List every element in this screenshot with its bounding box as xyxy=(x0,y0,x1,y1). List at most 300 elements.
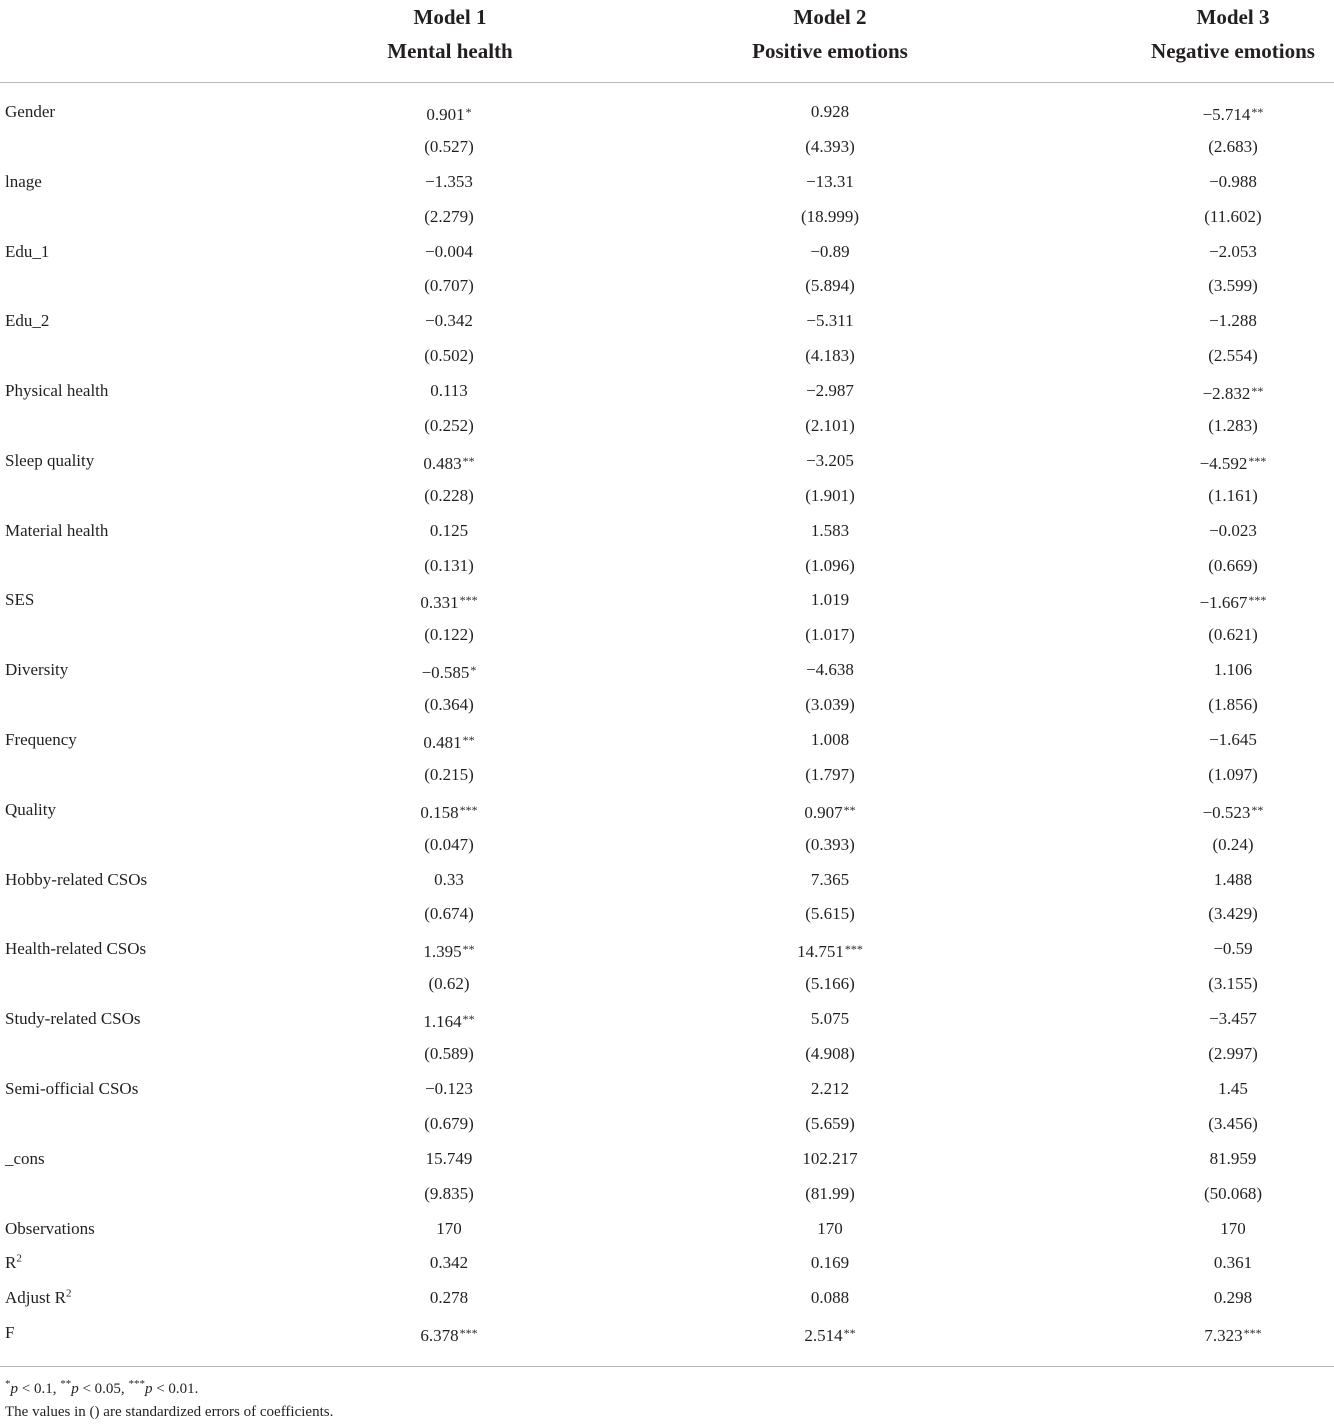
significance-stars: * xyxy=(465,105,472,119)
cell-value: 0.088 xyxy=(810,1288,850,1308)
cell-value: −4.592 xyxy=(1199,453,1248,473)
table-row xyxy=(0,863,1334,898)
cell-model-3 xyxy=(1113,409,1334,444)
row-label xyxy=(5,1072,138,1107)
table-row-standard-error xyxy=(0,758,1334,793)
cell-model-1 xyxy=(329,1177,569,1212)
cell-value: 102.217 xyxy=(802,1148,858,1168)
significance-stars: ** xyxy=(843,1326,856,1341)
row-label-text: R xyxy=(5,1253,17,1273)
row-label-text: Material health xyxy=(5,520,109,540)
cell-model-1 xyxy=(329,304,569,339)
row-label-text: Quality xyxy=(5,799,56,819)
cell-model-3 xyxy=(1113,1142,1334,1177)
cell-model-3 xyxy=(1113,653,1334,688)
cell-model-3 xyxy=(1113,549,1334,584)
cell-model-1 xyxy=(329,374,569,409)
cell-value: (9.835) xyxy=(424,1183,474,1203)
cell-value: (5.659) xyxy=(805,1113,855,1133)
cell-model-3 xyxy=(1113,1316,1334,1354)
table-row xyxy=(0,1212,1334,1247)
cell-value: −2.832 xyxy=(1202,384,1251,404)
cell-model-1 xyxy=(329,1316,569,1354)
significance-stars: *** xyxy=(459,593,478,608)
cell-value: 7.323 xyxy=(1204,1326,1243,1346)
cell-value: (0.674) xyxy=(424,904,474,924)
cell-model-1 xyxy=(329,1281,569,1316)
cell-model-3 xyxy=(1113,897,1334,932)
cell-model-3 xyxy=(1113,514,1334,549)
cell-model-3 xyxy=(1113,130,1334,165)
cell-model-2 xyxy=(710,1072,950,1107)
table-row xyxy=(0,444,1334,479)
row-label-text: Health-related CSOs xyxy=(5,939,147,959)
cell-model-2 xyxy=(710,95,950,130)
row-label xyxy=(5,1281,71,1316)
note-threshold-2: < 0.05, xyxy=(78,1381,129,1397)
cell-value: 81.959 xyxy=(1209,1148,1257,1168)
cell-value: 0.907 xyxy=(804,802,843,822)
table-row-standard-error xyxy=(0,688,1334,723)
table-row xyxy=(0,932,1334,967)
cell-value: 170 xyxy=(436,1218,462,1238)
cell-value: (1.856) xyxy=(1208,695,1258,715)
cell-value: 0.361 xyxy=(1213,1253,1253,1273)
cell-value: 0.901 xyxy=(426,105,465,124)
table-row-standard-error xyxy=(0,1037,1334,1072)
row-label-text: _cons xyxy=(5,1148,45,1168)
cell-value: −1.645 xyxy=(1209,730,1257,750)
cell-value: (2.683) xyxy=(1208,136,1258,156)
row-label-text: F xyxy=(5,1323,15,1343)
row-label xyxy=(5,1212,95,1247)
cell-value: 1.395 xyxy=(423,942,462,962)
row-label xyxy=(5,1142,45,1177)
cell-model-1 xyxy=(329,653,569,691)
significance-stars: ** xyxy=(462,733,475,748)
table-row-standard-error xyxy=(0,828,1334,863)
cell-value: −0.023 xyxy=(1209,520,1257,540)
cell-model-1 xyxy=(329,967,569,1002)
table-row xyxy=(0,1002,1334,1037)
cell-value: −4.638 xyxy=(806,660,854,680)
cell-model-2 xyxy=(710,1142,950,1177)
cell-value: −2.987 xyxy=(806,381,854,401)
cell-model-1 xyxy=(329,235,569,270)
table-row xyxy=(0,165,1334,200)
table-row-standard-error xyxy=(0,549,1334,584)
significance-stars: * xyxy=(470,663,477,678)
cell-model-3 xyxy=(1113,1037,1334,1072)
cell-model-3 xyxy=(1113,758,1334,793)
cell-model-3 xyxy=(1113,688,1334,723)
cell-model-3 xyxy=(1113,339,1334,374)
cell-value: 0.278 xyxy=(429,1288,469,1308)
cell-value: 6.378 xyxy=(420,1326,459,1346)
cell-value: −0.59 xyxy=(1213,939,1253,959)
row-label xyxy=(5,653,68,688)
cell-model-1 xyxy=(329,514,569,549)
significance-stars: ** xyxy=(462,453,475,468)
cell-model-2 xyxy=(710,1107,950,1142)
table-row-standard-error xyxy=(0,479,1334,514)
significance-stars: ** xyxy=(1251,384,1264,399)
row-label-text: Edu_2 xyxy=(5,311,50,331)
row-label xyxy=(5,1246,22,1281)
cell-model-2 xyxy=(710,339,950,374)
table-header xyxy=(0,0,1334,82)
cell-model-3 xyxy=(1113,444,1334,482)
cell-model-3 xyxy=(1113,723,1334,758)
row-label xyxy=(5,723,77,758)
cell-value: −5.714 xyxy=(1202,105,1251,124)
header-model-1-number: Model 1 xyxy=(413,5,487,29)
cell-value: 0.33 xyxy=(434,869,464,889)
cell-model-3 xyxy=(1113,374,1334,412)
cell-value: (3.429) xyxy=(1208,904,1258,924)
table-row xyxy=(0,583,1334,618)
table-row-standard-error xyxy=(0,269,1334,304)
table-row xyxy=(0,235,1334,270)
cell-model-3 xyxy=(1113,235,1334,270)
cell-model-1 xyxy=(329,618,569,653)
cell-value: 1.019 xyxy=(810,590,850,610)
cell-value: (2.279) xyxy=(424,206,474,226)
cell-model-2 xyxy=(710,653,950,688)
cell-value: 5.075 xyxy=(810,1009,850,1029)
table-row-standard-error xyxy=(0,1107,1334,1142)
footer-rule xyxy=(0,1366,1334,1367)
table-row xyxy=(0,95,1334,130)
header-model-3-number: Model 3 xyxy=(1196,5,1270,29)
significance-stars: *** xyxy=(1248,453,1267,468)
note-threshold-1: < 0.1, xyxy=(18,1381,61,1397)
cell-model-1 xyxy=(329,1142,569,1177)
cell-value: −1.667 xyxy=(1199,593,1248,613)
cell-value: (0.215) xyxy=(424,764,474,784)
cell-model-2 xyxy=(710,1002,950,1037)
cell-value: (0.252) xyxy=(424,416,474,436)
cell-model-2 xyxy=(710,828,950,863)
cell-model-1 xyxy=(329,95,569,133)
cell-model-3 xyxy=(1113,863,1334,898)
cell-value: (0.122) xyxy=(424,625,474,645)
table-row xyxy=(0,1072,1334,1107)
cell-model-3 xyxy=(1113,932,1334,967)
cell-model-2 xyxy=(710,304,950,339)
cell-model-2 xyxy=(710,374,950,409)
row-label xyxy=(5,793,56,828)
cell-model-1 xyxy=(329,932,569,970)
cell-model-1 xyxy=(329,200,569,235)
header-model-1 xyxy=(300,0,600,68)
row-label-text: Sleep quality xyxy=(5,450,95,470)
cell-model-3 xyxy=(1113,1002,1334,1037)
cell-model-1 xyxy=(329,165,569,200)
cell-value: 0.158 xyxy=(420,802,459,822)
cell-value: 0.342 xyxy=(429,1253,469,1273)
cell-model-1 xyxy=(329,479,569,514)
cell-value: (0.364) xyxy=(424,695,474,715)
cell-value: 0.169 xyxy=(810,1253,850,1273)
cell-model-2 xyxy=(710,549,950,584)
cell-value: 2.514 xyxy=(804,1326,843,1346)
cell-model-2 xyxy=(710,723,950,758)
cell-model-2 xyxy=(710,444,950,479)
table-row xyxy=(0,1316,1334,1351)
cell-model-2 xyxy=(710,863,950,898)
cell-value: 0.928 xyxy=(810,102,850,121)
cell-model-1 xyxy=(329,828,569,863)
cell-value: (0.393) xyxy=(805,834,855,854)
cell-value: (2.101) xyxy=(805,416,855,436)
cell-model-1 xyxy=(329,1107,569,1142)
significance-note xyxy=(5,1378,333,1401)
cell-model-1 xyxy=(329,549,569,584)
cell-value: (2.997) xyxy=(1208,1044,1258,1064)
cell-value: (0.707) xyxy=(424,276,474,296)
row-label-text: Semi-official CSOs xyxy=(5,1078,139,1098)
cell-model-2 xyxy=(710,130,950,165)
row-label xyxy=(5,863,147,898)
cell-model-1 xyxy=(329,723,569,761)
header-model-2-outcome: Positive emotions xyxy=(752,39,908,63)
cell-model-2 xyxy=(710,235,950,270)
header-model-2-number: Model 2 xyxy=(793,5,867,29)
cell-value: (3.155) xyxy=(1208,974,1258,994)
note-p-2: p xyxy=(71,1381,79,1397)
significance-stars: ** xyxy=(1251,802,1264,817)
note-star-1: * xyxy=(5,1378,11,1390)
cell-value: (0.62) xyxy=(428,974,470,994)
note-threshold-3: < 0.01. xyxy=(152,1381,199,1397)
row-label xyxy=(5,95,55,130)
cell-model-3 xyxy=(1113,1281,1334,1316)
cell-model-2 xyxy=(710,514,950,549)
cell-value: 1.583 xyxy=(810,520,850,540)
cell-model-3 xyxy=(1113,618,1334,653)
table-row xyxy=(0,653,1334,688)
row-label xyxy=(5,583,34,618)
significance-stars: *** xyxy=(1248,593,1267,608)
cell-model-3 xyxy=(1113,828,1334,863)
cell-value: 1.164 xyxy=(423,1012,462,1032)
cell-value: (3.456) xyxy=(1208,1113,1258,1133)
significance-stars: *** xyxy=(1243,1326,1262,1341)
cell-value: (50.068) xyxy=(1203,1183,1263,1203)
cell-model-2 xyxy=(710,479,950,514)
cell-model-3 xyxy=(1113,479,1334,514)
cell-value: 1.45 xyxy=(1218,1078,1248,1098)
cell-model-1 xyxy=(329,409,569,444)
cell-value: (1.017) xyxy=(805,625,855,645)
cell-model-2 xyxy=(710,932,950,970)
cell-value: (2.554) xyxy=(1208,346,1258,366)
row-label-text: lnage xyxy=(5,171,42,191)
cell-value: −0.123 xyxy=(425,1078,473,1098)
header-model-3-outcome: Negative emotions xyxy=(1151,39,1315,63)
cell-model-2 xyxy=(710,897,950,932)
cell-model-2 xyxy=(710,1037,950,1072)
cell-value: 0.125 xyxy=(429,520,469,540)
row-label xyxy=(5,374,108,409)
cell-model-2 xyxy=(710,688,950,723)
cell-value: (5.894) xyxy=(805,276,855,296)
cell-value: 7.365 xyxy=(810,869,850,889)
cell-value: −13.31 xyxy=(806,171,854,191)
cell-value: (11.602) xyxy=(1204,206,1262,226)
cell-value: 14.751 xyxy=(797,942,844,962)
cell-model-2 xyxy=(710,200,950,235)
cell-model-1 xyxy=(329,1037,569,1072)
cell-value: (3.599) xyxy=(1208,276,1258,296)
cell-value: 0.113 xyxy=(430,381,468,401)
table-row xyxy=(0,304,1334,339)
cell-model-1 xyxy=(329,1246,569,1281)
cell-model-1 xyxy=(329,130,569,165)
cell-model-1 xyxy=(329,339,569,374)
cell-value: (3.039) xyxy=(805,695,855,715)
cell-model-3 xyxy=(1113,200,1334,235)
cell-model-3 xyxy=(1113,1107,1334,1142)
cell-value: 2.212 xyxy=(810,1078,850,1098)
cell-value: (1.096) xyxy=(805,555,855,575)
cell-value: −1.288 xyxy=(1209,311,1257,331)
cell-model-1 xyxy=(329,793,569,831)
cell-value: (0.679) xyxy=(424,1113,474,1133)
cell-value: 0.483 xyxy=(423,453,462,473)
cell-value: (5.166) xyxy=(805,974,855,994)
table-row-standard-error xyxy=(0,130,1334,165)
row-label-text: Physical health xyxy=(5,381,109,401)
cell-model-2 xyxy=(710,1212,950,1247)
cell-value: (4.183) xyxy=(805,346,855,366)
cell-model-3 xyxy=(1113,269,1334,304)
header-rule xyxy=(0,82,1334,83)
cell-model-2 xyxy=(710,1177,950,1212)
cell-value: −0.585 xyxy=(421,663,470,683)
row-label-superscript: 2 xyxy=(16,1252,22,1265)
cell-value: 0.298 xyxy=(1213,1288,1253,1308)
table-row xyxy=(0,1281,1334,1316)
row-label-text: Diversity xyxy=(5,660,69,680)
standard-error-note: The values in () are standardized errors of coefficients. xyxy=(5,1404,334,1420)
cell-value: (0.621) xyxy=(1208,625,1258,645)
note-star-3: *** xyxy=(128,1378,145,1390)
cell-value: (1.097) xyxy=(1208,764,1258,784)
row-label xyxy=(5,1002,141,1037)
table-row xyxy=(0,793,1334,828)
cell-model-1 xyxy=(329,583,569,621)
header-model-2 xyxy=(680,0,980,68)
cell-model-2 xyxy=(710,1316,950,1354)
cell-value: (0.527) xyxy=(424,136,474,156)
note-p-1: p xyxy=(10,1381,18,1397)
row-label xyxy=(5,235,49,270)
significance-stars: *** xyxy=(844,942,863,957)
cell-value: (81.99) xyxy=(805,1183,855,1203)
table-row-standard-error xyxy=(0,618,1334,653)
cell-value: −0.004 xyxy=(425,241,473,261)
significance-stars: *** xyxy=(459,1326,478,1341)
cell-model-1 xyxy=(329,1002,569,1040)
cell-value: 1.488 xyxy=(1213,869,1253,889)
cell-value: (0.24) xyxy=(1212,834,1254,854)
cell-model-2 xyxy=(710,967,950,1002)
cell-model-2 xyxy=(710,409,950,444)
significance-stars: ** xyxy=(843,802,856,817)
header-model-1-outcome: Mental health xyxy=(387,39,513,63)
table-notes xyxy=(5,1378,333,1424)
cell-value: 0.331 xyxy=(420,593,459,613)
cell-model-2 xyxy=(710,165,950,200)
cell-value: (0.228) xyxy=(424,485,474,505)
cell-model-3 xyxy=(1113,1246,1334,1281)
table-row-standard-error xyxy=(0,339,1334,374)
row-label xyxy=(5,932,146,967)
cell-value: 1.106 xyxy=(1213,660,1253,680)
significance-stars: ** xyxy=(462,1012,475,1027)
row-label xyxy=(5,304,49,339)
cell-model-3 xyxy=(1113,1072,1334,1107)
row-label xyxy=(5,165,42,200)
cell-value: (18.999) xyxy=(800,206,860,226)
cell-model-1 xyxy=(329,758,569,793)
table-row-standard-error xyxy=(0,897,1334,932)
cell-value: −5.311 xyxy=(806,311,854,331)
cell-model-1 xyxy=(329,1072,569,1107)
row-label xyxy=(5,1316,14,1351)
cell-value: 170 xyxy=(817,1218,843,1238)
cell-value: (0.669) xyxy=(1208,555,1258,575)
table-row xyxy=(0,514,1334,549)
cell-model-3 xyxy=(1113,95,1334,133)
cell-model-2 xyxy=(710,269,950,304)
cell-model-3 xyxy=(1113,793,1334,831)
row-label xyxy=(5,444,94,479)
significance-stars: ** xyxy=(462,942,475,957)
table-row-standard-error xyxy=(0,200,1334,235)
cell-value: (0.131) xyxy=(424,555,474,575)
cell-model-3 xyxy=(1113,304,1334,339)
cell-value: (0.589) xyxy=(424,1044,474,1064)
cell-value: (0.502) xyxy=(424,346,474,366)
cell-value: (4.393) xyxy=(805,136,855,156)
table-row xyxy=(0,1142,1334,1177)
cell-value: −2.053 xyxy=(1209,241,1257,261)
cell-value: −0.342 xyxy=(425,311,473,331)
cell-model-1 xyxy=(329,897,569,932)
cell-value: (1.161) xyxy=(1208,485,1258,505)
cell-value: 170 xyxy=(1220,1218,1246,1238)
row-label-text: Adjust R xyxy=(5,1288,66,1308)
cell-model-3 xyxy=(1113,583,1334,621)
cell-model-3 xyxy=(1113,165,1334,200)
cell-model-3 xyxy=(1113,1177,1334,1212)
row-label-superscript: 2 xyxy=(65,1287,72,1300)
header-model-3 xyxy=(1083,0,1334,68)
cell-value: (1.901) xyxy=(805,485,855,505)
cell-model-2 xyxy=(710,618,950,653)
cell-model-1 xyxy=(329,863,569,898)
cell-value: −0.523 xyxy=(1202,802,1251,822)
cell-value: −3.457 xyxy=(1209,1009,1257,1029)
cell-model-2 xyxy=(710,758,950,793)
row-label-text: Hobby-related CSOs xyxy=(5,869,148,889)
cell-model-2 xyxy=(710,793,950,831)
note-star-2: ** xyxy=(60,1378,72,1390)
cell-model-1 xyxy=(329,444,569,482)
